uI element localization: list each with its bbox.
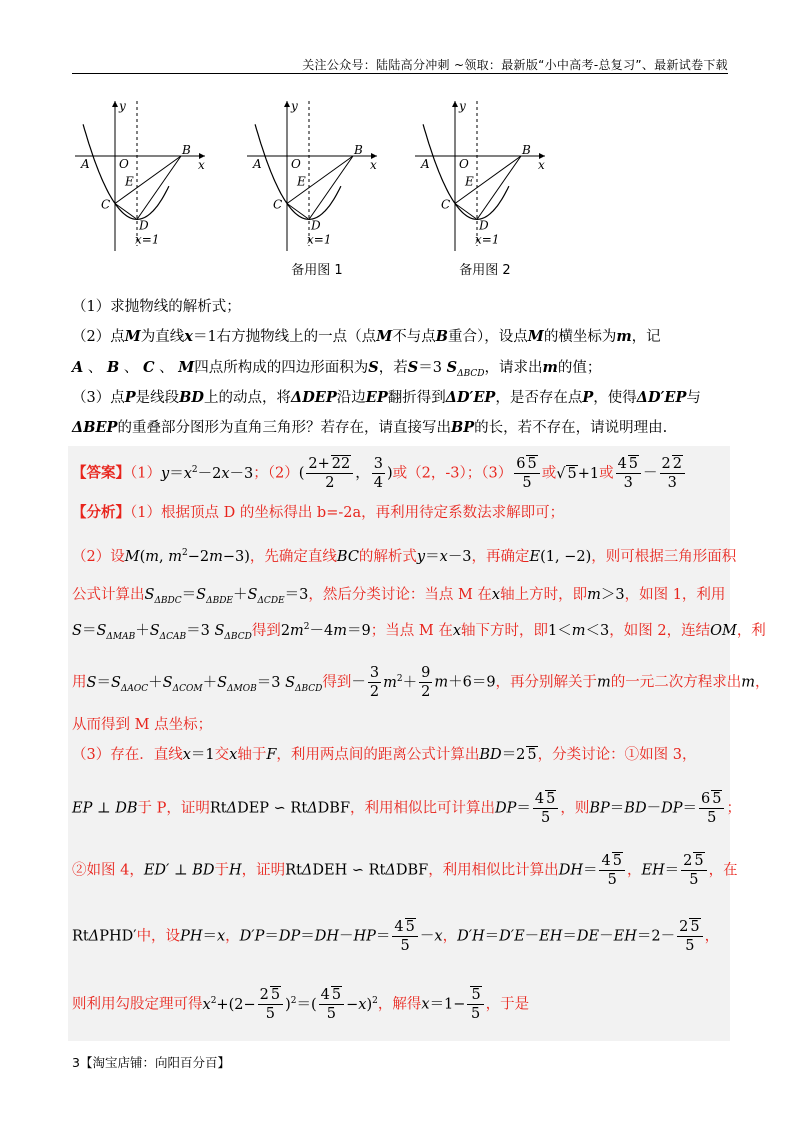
figure-caption: 备用图 1 [291, 263, 343, 278]
analysis-line-9: ②如图 4，ED′ ⊥ BD于H，证明RtΔDEH ∽ RtΔDBF，利用相似比计算出DH＝ $\frac{4 5}{5}$ ，EH＝ $\frac{2 5}{5}$ ，在 [72, 853, 738, 888]
parabola-curve [255, 124, 341, 219]
analysis-tag: 【分析】 [72, 504, 130, 521]
label-a: A [253, 157, 262, 171]
analysis-line-1: 【分析】（1）根据顶点 D 的坐标得出 b=-2a，再利用待定系数法求解即可； [72, 504, 565, 521]
label-e: E [125, 174, 134, 189]
header-text: 关注公众号：陆陆高分冲刺 ~领取：最新版“小中高考-总复习”、最新试卷下载 [302, 58, 728, 72]
label-x: x [370, 158, 377, 172]
figure-spare-2 [410, 96, 560, 282]
analysis-line-6: 从而得到 M 点坐标； [72, 717, 213, 733]
label-a: A [421, 157, 430, 171]
parabola-figure [410, 96, 560, 261]
label-b: B [182, 143, 191, 157]
label-d: D [479, 218, 489, 233]
label-axis-eq: x=1 [307, 232, 332, 247]
y-axis-arrow [452, 101, 458, 107]
segment-bd [309, 156, 353, 219]
label-o: O [119, 157, 129, 171]
segment-cd [115, 204, 137, 220]
figure-caption: 备用图 2 [459, 263, 511, 278]
segment-bd [477, 156, 521, 219]
parabola-curve [423, 124, 509, 219]
analysis-line-4: $S=S_{\Delta MAB}+S_{\Delta CAB}=3$ $S_{\Delta BCD}$得到$2m^2-4m=9$；当点 M 在x轴下方时，即1＜m＜3，如图 2，连结OM，利 [72, 622, 766, 642]
label-a: A [81, 157, 90, 171]
label-o: O [291, 157, 301, 171]
parabola-figure [70, 96, 220, 261]
figure-row [70, 96, 730, 282]
analysis-line-2: （2）设M(m, $m^2-2m-3$)，先确定直线BC的解析式y＝x－3，再确定E(1, −2)，则可根据三角形面积 [72, 548, 737, 565]
analysis-line-11: 则利用勾股定理可得$x^2+(2-$ $\frac{2 5}{5}$ )$^2$＝( $\frac{4 5}{5}$ −x)$^2$，解得x＝1− $\frac{5}{5}$ ，于是 [72, 987, 530, 1022]
label-x: x [198, 158, 205, 172]
parabola-figure [242, 96, 392, 261]
page-footer: 3【淘宝店铺：向阳百分百】 [72, 1055, 230, 1070]
page-header [72, 52, 728, 74]
question-2-line-1: （2）点M为直线x＝1右方抛物线上的一点（点M不与点B重合），设点M的横坐标为m，记 [72, 328, 661, 345]
y-axis-arrow [284, 101, 290, 107]
label-x: x [538, 158, 545, 172]
label-b: B [522, 143, 531, 157]
label-y: y [291, 99, 298, 113]
segment-cd [287, 204, 309, 220]
label-d: D [139, 218, 149, 233]
label-o: O [459, 157, 469, 171]
label-c: C [101, 197, 111, 212]
label-y: y [119, 99, 126, 113]
question-1: （1）求抛物线的解析式； [72, 299, 241, 315]
label-c: C [441, 197, 451, 212]
segment-cd [455, 204, 477, 220]
answer-line: 【答案】$(1)y=x^2-2x-3$；（2）( $\frac{2+ 22}{2}$ ， $\frac{3}{4}$ )或（2，-3）；（3） $\frac{6 5}{5}$ 或√ 5+1或 $\frac{4 5}{3}$ － $\frac{2 2}{3}$ [72, 455, 687, 492]
question-2-line-2: A 、 B 、 C 、 M四点所构成的四边形面积为S，若S＝3 $S_{\Delta BCD}$，请求出m的值； [72, 359, 602, 379]
label-e: E [297, 174, 306, 189]
y-axis-arrow [112, 101, 118, 107]
figure-spare-1 [242, 96, 392, 282]
analysis-line-7: （3）存在．直线x＝1交x轴于F，利用两点间的距离公式计算出BD＝2 5，分类讨论：①如图 3， [72, 747, 697, 763]
label-axis-eq: x=1 [135, 232, 160, 247]
figure-main [70, 96, 220, 282]
question-3-line-1: （3）点P是线段BD上的动点，将ΔDEP沿边EP翻折得到ΔD′EP，是否存在点P，使得ΔD′EP与 [72, 389, 701, 406]
label-d: D [311, 218, 321, 233]
analysis-line-10: RtΔPHD′中，设PH＝x，D′P＝DP＝DH－HP＝ $\frac{4 5}{5}$ －x，D′H＝D′E－EH＝DE－EH＝2－ $\frac{2 5}{5}$ ， [72, 919, 720, 954]
analysis-line-5: 用$S=S_{\Delta AOC}+S_{\Delta COM}+S_{\Delta MOB}=3$ $S_{\Delta BCD}$得到－ $\frac{3}{2}$ $m^2+$ $\frac{9}{2}$ m＋6＝9，再分别解关于m的一元二次方程求出m， [72, 665, 770, 700]
parabola-curve [83, 124, 169, 219]
label-e: E [465, 174, 474, 189]
label-b: B [354, 143, 363, 157]
answer-tag: 【答案】 [72, 464, 130, 482]
label-c: C [273, 197, 283, 212]
label-axis-eq: x=1 [475, 232, 500, 247]
label-y: y [459, 99, 466, 113]
segment-bd [137, 156, 181, 219]
question-3-line-2: ΔBEP的重叠部分图形为直角三角形？若存在，请直接写出BP的长，若不存在，请说明理由. [72, 419, 668, 436]
analysis-line-8: EP ⊥ DB于 P，证明RtΔDEP ∽ RtΔDBF，利用相似比可计算出DP＝ $\frac{4 5}{5}$ ，则BP＝BD－DP＝ $\frac{6 5}{5}$ ； [72, 791, 741, 826]
analysis-line-3: 公式计算出$S_{\Delta BDC}=S_{\Delta BDE}+S_{\Delta CDE}=3$，然后分类讨论：当点 M 在x轴上方时，即m＞3，如图 1，利用 [72, 587, 726, 606]
